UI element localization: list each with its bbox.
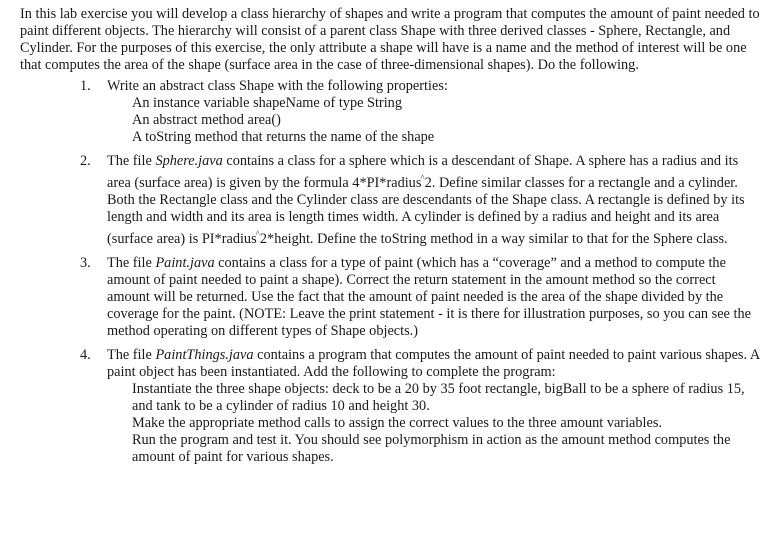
task-number: 2. <box>80 153 91 169</box>
caret-symbol: ^ <box>420 173 425 183</box>
task-text <box>107 347 760 381</box>
sub-item: A toString method that returns the name of the shape <box>132 129 435 145</box>
file-name: Sphere.java <box>155 153 223 169</box>
task-item-1 <box>20 78 760 146</box>
task-list <box>20 78 760 466</box>
task-item-4 <box>20 347 760 466</box>
text-run: The file <box>107 347 156 363</box>
task-item-3 <box>20 255 760 340</box>
text-run: contains a class for a type of paint (which has a “coverage” and a method to compute the amount of paint needed to paint a shape). Correct the return statement in the amount method so the correct amount will be returned. Use the fact that the amount of paint needed is the area of the shape divided by the coverage for the paint. (NOTE: Leave the print statement - it is there for illustration purposes, so you can see the method operating on different types of Shape objects.) <box>107 255 751 339</box>
task-text: Write an abstract class Shape with the following properties: <box>107 78 448 94</box>
sub-list <box>107 95 760 146</box>
sub-item: Run the program and test it. You should see polymorphism in action as the amount method computes the amount of paint for various shapes. <box>132 432 731 465</box>
text-run: 2*height. Define the toString method in a way similar to that for the Sphere class. <box>259 231 728 247</box>
text-run: The file <box>107 153 156 169</box>
sub-item: Instantiate the three shape objects: deck to be a 20 by 35 foot rectangle, bigBall to be a sphere of radius 15, and tank to be a cylinder of radius 10 and height 30. <box>132 381 745 414</box>
task-number: 1. <box>80 78 91 94</box>
text-run: contains a class for a sphere which is a descendant of Shape. A sphere has a radius and its area (surface area) is given by the formula 4*PI*radius <box>107 153 739 191</box>
sub-item: An instance variable shapeName of type String <box>132 95 402 111</box>
task-number: 4. <box>80 347 91 363</box>
task-text <box>107 153 760 248</box>
task-item-2 <box>20 153 760 248</box>
sub-item: An abstract method area() <box>132 112 281 128</box>
text-run: contains a program that computes the amount of paint needed to paint various shapes. A paint object has been instantiated. Add the following to complete the program: <box>107 347 760 380</box>
lab-document <box>20 6 760 466</box>
text-run: The file <box>107 255 156 271</box>
text-run: 2. Define similar classes for a rectangle and a cylinder. Both the Rectangle class and the Cylinder class are descendants of the Shape class. A rectangle is defined by its length and width and its area is length times width. A cylinder is defined by a radius and height and its area (surface area) is PI*radius <box>107 175 745 247</box>
file-name: Paint.java <box>155 255 215 271</box>
sub-list <box>107 381 760 466</box>
sub-item: Make the appropriate method calls to assign the correct values to the three amount variables. <box>132 415 662 431</box>
task-number: 3. <box>80 255 91 271</box>
intro-paragraph: In this lab exercise you will develop a class hierarchy of shapes and write a program that computes the amount of paint needed to paint different objects. The hierarchy will consist of a parent class Shape with three derived classes - Sphere, Rectangle, and Cylinder. For the purposes of this exercise, the only attribute a shape will have is a name and the method of interest will be one that computes the area of the shape (surface area in the case of three-dimensional shapes). Do the following. <box>20 6 760 73</box>
caret-symbol: ^ <box>255 229 260 239</box>
file-name: PaintThings.java <box>155 347 254 363</box>
task-text <box>107 255 760 340</box>
